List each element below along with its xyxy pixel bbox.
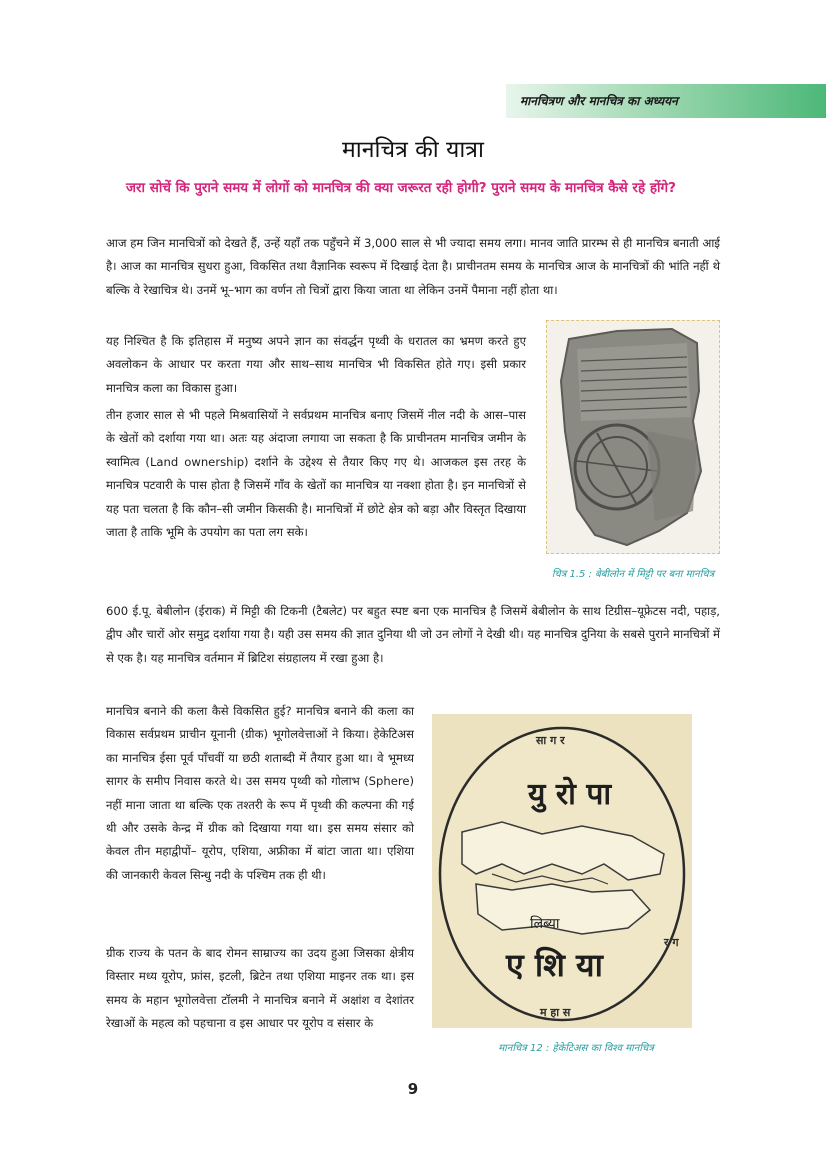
- paragraph-babylon: 600 ई.पू. बेबीलोन (ईराक) में मिट्टी की टिकनी (टैबलेट) पर बहुत स्पष्ट बना एक मानचित्र है जिसमें बेबीलोन के साथ टिग्रीस–यूफ्रेटस नदी, पहाड़, द्वीप और चारों ओर समुद्र दर्शाया गया है। यही उस समय की ज्ञात दुनिया थी जो उन लोगों ने देखी थी। यह मानचित्र दुनिया के सबसे पुराने मानचित्रों में से एक है। यह मानचित्र वर्तमान में ब्रिटिश संग्रहालय में रखा हुआ है।: [106, 604, 720, 665]
- paragraph-intro: आज हम जिन मानचित्रों को देखते हैं, उन्हें यहाँ तक पहुँचने में 3,000 साल से भी ज्यादा समय लगा। मानव जाति प्रारम्भ से ही मानचित्र बनाती आई है। आज का मानचित्र सुधरा हुआ, विकसित तथा वैज्ञानिक स्वरूप में दिखाई देता है। प्राचीनतम समय के मानचित्र आज के मानचित्रों की भांति नहीं थे बल्कि वे रेखाचित्र थे। उनमें भू–भाग का वर्णन तो चित्रों द्वारा किया जाता था लेकिन उनमें पैमाना नहीं होता था।: [106, 236, 720, 297]
- ocean-label-top: सा ग र: [536, 734, 565, 747]
- ocean-label-right: र ग: [664, 936, 679, 949]
- paragraph-greek: मानचित्र बनाने की कला कैसे विकसित हुई? मानचित्र बनाने की कला का विकास सर्वप्रथम प्राचीन यूनानी (ग्रीक) भूगोलवेत्ताओं ने किया। हेकेटिअस का मानचित्र ईसा पूर्व पाँचवीं या छठी शताब्दी में तैयार हुआ था। वे भूमध्य सागर के समीप निवास करते थे। उस समय पृथ्वी को गोलाभ (Sphere) नहीं माना जाता था बल्कि एक तश्तरी के रूप में पृथ्वी की कल्पना की गई थी और उसके केन्द्र में ग्रीक को दिखाया गया था। इस समय संसार को केवल तीन महाद्वीपों– यूरोप, एशिया, अफ्रीका में बांटा जाता था। एशिया की जानकारी केवल सिन्धु नदी के पश्चिम तक ही थी।: [106, 704, 415, 882]
- ocean-label-bottom: म हा स: [540, 1006, 571, 1019]
- paragraph-history: यह निश्चित है कि इतिहास में मनुष्य अपने ज्ञान का संवर्द्धन पृथ्वी के धरातल का भ्रमण करते हुए अवलोकन के आधार पर करता गया और साथ–साथ मानचित्र भी विकसित होते गए। इसी प्रकार मानचित्र कला का विकास हुआ।: [106, 334, 526, 395]
- section-title: मानचित्र की यात्रा: [342, 137, 484, 163]
- babylon-tablet-image: [546, 320, 720, 554]
- paragraph-egypt: तीन हजार साल से भी पहले मिश्रवासियों ने सर्वप्रथम मानचित्र बनाए जिसमें नील नदी के आस–पास के खेतों को दर्शाया गया था। अतः यह अंदाजा लगाया जा सकता है कि प्राचीनतम मानचित्र जमीन के स्वामित्व (Land ownership) दर्शाने के उद्देश्य से तैयार किए गए थे। आजकल इस तरह के मानचित्र पटवारी के पास होता है जिसमें गाँव के खेतों का मानचित्र या नक्शा होता है। इन मानचित्रों से यह पता चलता है कि कौन–सी जमीन किसकी है। मानचित्रों में छोटे क्षेत्र को बड़ा और विस्तृत दिखाया जाता है ताकि भूमि के उपयोग का पता लग सके।: [106, 408, 526, 540]
- asia-label: ए शि या: [506, 946, 603, 984]
- think-question: जरा सोचें कि पुराने समय में लोगों को मानचित्र की क्या जरूरत रही होगी? पुराने समय के मानचित्र कैसे रहे होंगे?: [126, 180, 676, 196]
- libya-label: लिब्या: [530, 916, 560, 932]
- babylon-tablet-caption: चित्र 1.5 : बेबीलोन में मिट्टी पर बना मानचित्र: [551, 569, 715, 580]
- hecataeus-map-caption: मानचित्र 12 : हेकेटिअस का विश्व मानचित्र: [498, 1043, 654, 1054]
- hecataeus-world-map-image: [432, 714, 692, 1028]
- europe-label: यु रो पा: [528, 777, 612, 812]
- page-number: 9: [407, 1080, 419, 1098]
- chapter-header-title: मानचित्रण और मानचित्र का अध्ययन: [520, 94, 678, 108]
- paragraph-roman: ग्रीक राज्य के पतन के बाद रोमन साम्राज्य का उदय हुआ जिसका क्षेत्रीय विस्तार मध्य यूरोप, फ्रांस, इटली, ब्रिटेन तथा एशिया माइनर तक था। इस समय के महान भूगोलवेत्ता टॉलमी ने मानचित्र बनाने में अक्षांश व देशांतर रेखाओं के महत्व को पहचाना व इस आधार पर यूरोप व संसार के: [106, 946, 414, 1031]
